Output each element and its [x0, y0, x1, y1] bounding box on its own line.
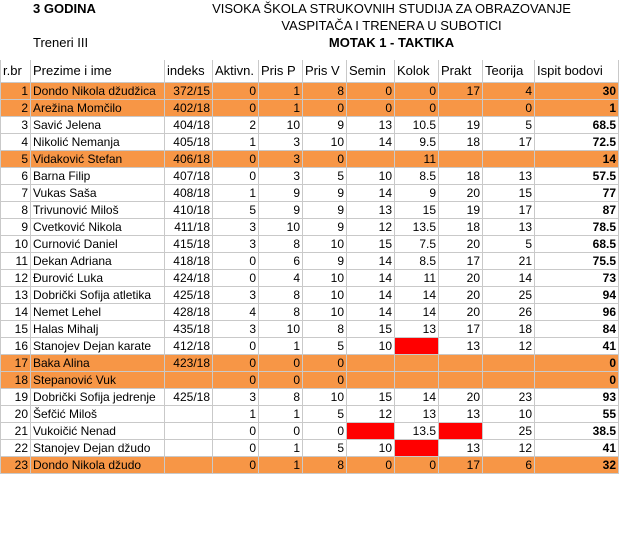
cell-pris-v[interactable]: 9 — [303, 219, 347, 236]
cell-aktivn[interactable]: 0 — [213, 355, 259, 372]
cell-pris-p[interactable]: 0 — [259, 355, 303, 372]
cell-pris-p[interactable]: 10 — [259, 321, 303, 338]
empty-cell[interactable] — [1, 18, 31, 35]
cell-indeks[interactable] — [165, 423, 213, 440]
cell-semin[interactable]: 15 — [347, 236, 395, 253]
cell-semin[interactable]: 10 — [347, 338, 395, 355]
cell-prakt[interactable]: 17 — [439, 253, 483, 270]
cell-indeks[interactable]: 407/18 — [165, 168, 213, 185]
cell-pris-v[interactable]: 10 — [303, 304, 347, 321]
cell-aktivn[interactable]: 1 — [213, 134, 259, 151]
cell-aktivn[interactable]: 4 — [213, 304, 259, 321]
cell-aktivn[interactable]: 1 — [213, 185, 259, 202]
cell-semin[interactable]: 0 — [347, 83, 395, 100]
col-header-ispit[interactable]: Ispit bodovi — [535, 60, 619, 83]
cell-indeks[interactable]: 423/18 — [165, 355, 213, 372]
cell-aktivn[interactable]: 3 — [213, 389, 259, 406]
cell-teorija[interactable]: 5 — [483, 236, 535, 253]
table-row — [1, 440, 619, 457]
cell-rbr[interactable]: 15 — [1, 321, 31, 338]
corner-cell[interactable] — [1, 1, 31, 18]
cell-teorija[interactable]: 13 — [483, 219, 535, 236]
cell-teorija[interactable] — [483, 355, 535, 372]
cell-pris-p[interactable]: 3 — [259, 134, 303, 151]
cell-rbr[interactable]: 23 — [1, 457, 31, 474]
cell-ispit-bodovi[interactable]: 68.5 — [535, 117, 619, 134]
cell-name[interactable]: Dekan Adriana — [31, 253, 165, 270]
cell-name[interactable]: Trivunović Miloš — [31, 202, 165, 219]
cell-kolok[interactable]: 7.5 — [395, 236, 439, 253]
cell-kolok[interactable]: 14 — [395, 389, 439, 406]
cell-indeks[interactable]: 415/18 — [165, 236, 213, 253]
cell-rbr[interactable]: 2 — [1, 100, 31, 117]
cell-teorija[interactable]: 13 — [483, 168, 535, 185]
group-label[interactable]: Treneri III — [33, 35, 89, 50]
table-row — [1, 219, 619, 236]
cell-prakt[interactable]: 19 — [439, 202, 483, 219]
cell-aktivn[interactable]: 0 — [213, 100, 259, 117]
cell-rbr[interactable]: 6 — [1, 168, 31, 185]
cell-pris-v[interactable]: 10 — [303, 134, 347, 151]
cell-rbr[interactable]: 13 — [1, 287, 31, 304]
cell-rbr[interactable]: 20 — [1, 406, 31, 423]
cell-prakt[interactable]: 20 — [439, 304, 483, 321]
cell-pris-v[interactable]: 8 — [303, 321, 347, 338]
cell-rbr[interactable]: 5 — [1, 151, 31, 168]
cell-aktivn[interactable]: 0 — [213, 423, 259, 440]
cell-ispit-bodovi[interactable]: 41 — [535, 440, 619, 457]
cell-name[interactable]: Cvetković Nikola — [31, 219, 165, 236]
cell-ispit-bodovi[interactable]: 0 — [535, 372, 619, 389]
cell-ispit-bodovi[interactable]: 73 — [535, 270, 619, 287]
cell-name[interactable]: Nikolić Nemanja — [31, 134, 165, 151]
school-name-line2[interactable]: VASPITAČA I TRENERA U SUBOTICI — [281, 18, 502, 33]
cell-semin[interactable] — [347, 355, 395, 372]
cell-ispit-bodovi[interactable]: 1 — [535, 100, 619, 117]
table-row — [1, 406, 619, 423]
table-row — [1, 321, 619, 338]
table-row — [1, 457, 619, 474]
cell-name[interactable]: Arežina Momčilo — [31, 100, 165, 117]
cell-kolok[interactable] — [395, 440, 439, 457]
cell-rbr[interactable]: 7 — [1, 185, 31, 202]
table-row — [1, 338, 619, 355]
cell-pris-v[interactable]: 10 — [303, 270, 347, 287]
table-row — [1, 100, 619, 117]
cell-name[interactable]: Stepanović Vuk — [31, 372, 165, 389]
cell-kolok[interactable]: 10.5 — [395, 117, 439, 134]
cell-kolok[interactable]: 0 — [395, 457, 439, 474]
cell-aktivn[interactable]: 3 — [213, 236, 259, 253]
cell-teorija[interactable]: 5 — [483, 117, 535, 134]
cell-teorija[interactable]: 25 — [483, 423, 535, 440]
table-row — [1, 423, 619, 440]
cell-name[interactable]: Dobrički Sofija jedrenje — [31, 389, 165, 406]
cell-pris-v[interactable]: 8 — [303, 83, 347, 100]
cell-name[interactable]: Dondo Nikola džudo — [31, 457, 165, 474]
blank-cell[interactable] — [31, 18, 165, 35]
cell-aktivn[interactable]: 5 — [213, 202, 259, 219]
cell-teorija[interactable] — [483, 151, 535, 168]
cell-indeks[interactable] — [165, 372, 213, 389]
cell-pris-p[interactable]: 10 — [259, 219, 303, 236]
table-row — [1, 287, 619, 304]
cell-rbr[interactable]: 1 — [1, 83, 31, 100]
cell-rbr[interactable]: 21 — [1, 423, 31, 440]
cell-kolok[interactable]: 13.5 — [395, 423, 439, 440]
cell-prakt[interactable]: 20 — [439, 185, 483, 202]
cell-name[interactable]: Curnović Daniel — [31, 236, 165, 253]
cell-kolok[interactable]: 11 — [395, 151, 439, 168]
table-row — [1, 151, 619, 168]
cell-rbr[interactable]: 19 — [1, 389, 31, 406]
cell-pris-v[interactable]: 0 — [303, 372, 347, 389]
cell-indeks[interactable]: 418/18 — [165, 253, 213, 270]
cell-aktivn[interactable]: 3 — [213, 287, 259, 304]
cell-ispit-bodovi[interactable]: 78.5 — [535, 219, 619, 236]
col-header-pris-p[interactable]: Pris P — [259, 60, 303, 83]
col-header-aktivn[interactable]: Aktivn. — [213, 60, 259, 83]
cell-pris-v[interactable]: 9 — [303, 202, 347, 219]
cell-prakt[interactable]: 17 — [439, 457, 483, 474]
table-row — [1, 185, 619, 202]
cell-indeks[interactable]: 412/18 — [165, 338, 213, 355]
cell-kolok[interactable]: 15 — [395, 202, 439, 219]
cell-pris-p[interactable]: 1 — [259, 338, 303, 355]
cell-indeks[interactable]: 405/18 — [165, 134, 213, 151]
cell-pris-p[interactable]: 1 — [259, 440, 303, 457]
table-row — [1, 168, 619, 185]
table-row — [1, 253, 619, 270]
col-header-kolok[interactable]: Kolok — [395, 60, 439, 83]
table-row — [1, 304, 619, 321]
cell-prakt[interactable]: 20 — [439, 236, 483, 253]
cell-teorija[interactable]: 4 — [483, 83, 535, 100]
table-row — [1, 83, 619, 100]
cell-ispit-bodovi[interactable]: 72.5 — [535, 134, 619, 151]
cell-kolok[interactable]: 14 — [395, 287, 439, 304]
cell-semin[interactable]: 10 — [347, 168, 395, 185]
cell-pris-v[interactable]: 10 — [303, 236, 347, 253]
cell-semin[interactable]: 12 — [347, 406, 395, 423]
cell-rbr[interactable]: 9 — [1, 219, 31, 236]
cell-kolok[interactable]: 13.5 — [395, 219, 439, 236]
course-title[interactable]: MOTAK 1 - TAKTIKA — [328, 35, 455, 50]
cell-teorija[interactable]: 17 — [483, 202, 535, 219]
cell-kolok[interactable] — [395, 338, 439, 355]
cell-ispit-bodovi[interactable]: 32 — [535, 457, 619, 474]
table-row — [1, 236, 619, 253]
cell-indeks[interactable]: 411/18 — [165, 219, 213, 236]
cell-prakt[interactable]: 19 — [439, 117, 483, 134]
cell-semin[interactable]: 15 — [347, 389, 395, 406]
spacer-row — [1, 52, 619, 60]
cell-rbr[interactable]: 22 — [1, 440, 31, 457]
cell-teorija[interactable]: 6 — [483, 457, 535, 474]
cell-semin[interactable]: 0 — [347, 457, 395, 474]
table-row — [1, 117, 619, 134]
cell-pris-v[interactable]: 9 — [303, 253, 347, 270]
cell-rbr[interactable]: 18 — [1, 372, 31, 389]
cell-name[interactable]: Vidaković Stefan — [31, 151, 165, 168]
cell-prakt[interactable]: 20 — [439, 270, 483, 287]
cell-kolok[interactable] — [395, 355, 439, 372]
cell-name[interactable]: Dondo Nikola džudžica — [31, 83, 165, 100]
col-header-teorija[interactable]: Teorija — [483, 60, 535, 83]
cell-pris-p[interactable]: 4 — [259, 270, 303, 287]
cell-kolok[interactable]: 0 — [395, 83, 439, 100]
cell-indeks[interactable]: 410/18 — [165, 202, 213, 219]
cell-teorija[interactable]: 10 — [483, 406, 535, 423]
cell-semin[interactable]: 14 — [347, 134, 395, 151]
cell-pris-v[interactable]: 5 — [303, 338, 347, 355]
cell-indeks[interactable]: 408/18 — [165, 185, 213, 202]
cell-indeks[interactable]: 402/18 — [165, 100, 213, 117]
cell-teorija[interactable]: 0 — [483, 100, 535, 117]
cell-prakt[interactable] — [439, 151, 483, 168]
cell-name[interactable]: Đurović Luka — [31, 270, 165, 287]
cell-semin[interactable]: 13 — [347, 117, 395, 134]
cell-ispit-bodovi[interactable]: 96 — [535, 304, 619, 321]
col-header-prakt[interactable]: Prakt — [439, 60, 483, 83]
cell-semin[interactable]: 10 — [347, 440, 395, 457]
cell-pris-v[interactable]: 5 — [303, 440, 347, 457]
table-row — [1, 134, 619, 151]
cell-name[interactable]: Stanojev Dejan džudo — [31, 440, 165, 457]
cell-semin[interactable] — [347, 423, 395, 440]
cell-pris-v[interactable]: 0 — [303, 100, 347, 117]
cell-prakt[interactable]: 20 — [439, 389, 483, 406]
cell-pris-v[interactable]: 0 — [303, 355, 347, 372]
cell-ispit-bodovi[interactable]: 75.5 — [535, 253, 619, 270]
table-row — [1, 389, 619, 406]
cell-pris-p[interactable]: 8 — [259, 389, 303, 406]
cell-name[interactable]: Barna Filip — [31, 168, 165, 185]
cell-teorija[interactable]: 25 — [483, 287, 535, 304]
cell-kolok[interactable]: 9 — [395, 185, 439, 202]
cell-rbr[interactable]: 12 — [1, 270, 31, 287]
cell-aktivn[interactable]: 0 — [213, 338, 259, 355]
cell-rbr[interactable]: 16 — [1, 338, 31, 355]
cell-prakt[interactable] — [439, 355, 483, 372]
table-row — [1, 202, 619, 219]
cell-name[interactable]: Nemet Lehel — [31, 304, 165, 321]
cell-kolok[interactable] — [395, 372, 439, 389]
cell-pris-v[interactable]: 10 — [303, 287, 347, 304]
cell-indeks[interactable]: 425/18 — [165, 389, 213, 406]
cell-ispit-bodovi[interactable]: 93 — [535, 389, 619, 406]
table-row — [1, 372, 619, 389]
cell-prakt[interactable]: 13 — [439, 406, 483, 423]
cell-semin[interactable]: 14 — [347, 304, 395, 321]
cell-indeks[interactable]: 424/18 — [165, 270, 213, 287]
cell-ispit-bodovi[interactable]: 38.5 — [535, 423, 619, 440]
cell-prakt[interactable]: 17 — [439, 321, 483, 338]
cell-pris-p[interactable]: 8 — [259, 287, 303, 304]
cell-aktivn[interactable]: 0 — [213, 83, 259, 100]
cell-semin[interactable]: 13 — [347, 202, 395, 219]
col-header-indeks[interactable]: indeks — [165, 60, 213, 83]
cell-aktivn[interactable]: 2 — [213, 117, 259, 134]
cell-semin[interactable]: 0 — [347, 100, 395, 117]
cell-rbr[interactable]: 8 — [1, 202, 31, 219]
cell-indeks[interactable]: 404/18 — [165, 117, 213, 134]
cell-prakt[interactable]: 13 — [439, 338, 483, 355]
cell-kolok[interactable]: 8.5 — [395, 168, 439, 185]
cell-pris-v[interactable]: 0 — [303, 423, 347, 440]
cell-indeks[interactable]: 406/18 — [165, 151, 213, 168]
cell-semin[interactable]: 14 — [347, 287, 395, 304]
cell-rbr[interactable]: 14 — [1, 304, 31, 321]
cell-aktivn[interactable]: 1 — [213, 406, 259, 423]
year-label[interactable]: 3 GODINA — [33, 1, 96, 16]
cell-semin[interactable]: 12 — [347, 219, 395, 236]
cell-ispit-bodovi[interactable]: 84 — [535, 321, 619, 338]
cell-prakt[interactable]: 17 — [439, 83, 483, 100]
cell-semin[interactable] — [347, 151, 395, 168]
cell-rbr[interactable]: 17 — [1, 355, 31, 372]
cell-aktivn[interactable]: 0 — [213, 372, 259, 389]
cell-name[interactable]: Dobrički Sofija atletika — [31, 287, 165, 304]
cell-prakt[interactable]: 18 — [439, 219, 483, 236]
cell-aktivn[interactable]: 0 — [213, 457, 259, 474]
cell-semin[interactable]: 14 — [347, 253, 395, 270]
cell-prakt[interactable]: 18 — [439, 134, 483, 151]
cell-rbr[interactable]: 4 — [1, 134, 31, 151]
cell-semin[interactable]: 14 — [347, 270, 395, 287]
cell-teorija[interactable]: 17 — [483, 134, 535, 151]
cell-pris-p[interactable]: 9 — [259, 202, 303, 219]
cell-ispit-bodovi[interactable]: 0 — [535, 355, 619, 372]
cell-ispit-bodovi[interactable]: 57.5 — [535, 168, 619, 185]
table-row — [1, 355, 619, 372]
cell-pris-p[interactable]: 1 — [259, 100, 303, 117]
school-name-line1[interactable]: VISOKA ŠKOLA STRUKOVNIH STUDIJA ZA OBRAZOVANJE — [212, 1, 571, 16]
cell-teorija[interactable]: 14 — [483, 270, 535, 287]
cell-semin[interactable]: 15 — [347, 321, 395, 338]
cell-pris-p[interactable]: 1 — [259, 83, 303, 100]
cell-name[interactable]: Savić Jelena — [31, 117, 165, 134]
cell-pris-p[interactable]: 6 — [259, 253, 303, 270]
cell-ispit-bodovi[interactable]: 14 — [535, 151, 619, 168]
cell-pris-p[interactable]: 3 — [259, 168, 303, 185]
cell-ispit-bodovi[interactable]: 94 — [535, 287, 619, 304]
cell-kolok[interactable]: 11 — [395, 270, 439, 287]
cell-pris-p[interactable]: 0 — [259, 423, 303, 440]
cell-ispit-bodovi[interactable]: 30 — [535, 83, 619, 100]
cell-pris-v[interactable]: 9 — [303, 117, 347, 134]
cell-indeks[interactable]: 435/18 — [165, 321, 213, 338]
cell-pris-v[interactable]: 5 — [303, 168, 347, 185]
cell-indeks[interactable]: 428/18 — [165, 304, 213, 321]
cell-pris-p[interactable]: 0 — [259, 372, 303, 389]
cell-teorija[interactable]: 12 — [483, 338, 535, 355]
cell-indeks[interactable] — [165, 440, 213, 457]
cell-name[interactable]: Baka Alina — [31, 355, 165, 372]
col-header-semin[interactable]: Semin — [347, 60, 395, 83]
cell-indeks[interactable] — [165, 406, 213, 423]
cell-teorija[interactable]: 12 — [483, 440, 535, 457]
col-header-pris-v[interactable]: Pris V — [303, 60, 347, 83]
cell-pris-p[interactable]: 1 — [259, 406, 303, 423]
cell-indeks[interactable]: 425/18 — [165, 287, 213, 304]
cell-pris-v[interactable]: 8 — [303, 457, 347, 474]
cell-pris-v[interactable]: 9 — [303, 185, 347, 202]
cell-prakt[interactable]: 13 — [439, 440, 483, 457]
cell-teorija[interactable]: 21 — [483, 253, 535, 270]
cell-ispit-bodovi[interactable]: 87 — [535, 202, 619, 219]
cell-ispit-bodovi[interactable]: 41 — [535, 338, 619, 355]
cell-prakt[interactable] — [439, 372, 483, 389]
cell-pris-v[interactable]: 10 — [303, 389, 347, 406]
cell-kolok[interactable]: 13 — [395, 321, 439, 338]
cell-name[interactable]: Stanojev Dejan karate — [31, 338, 165, 355]
cell-pris-p[interactable]: 8 — [259, 304, 303, 321]
cell-prakt[interactable]: 18 — [439, 168, 483, 185]
cell-teorija[interactable]: 23 — [483, 389, 535, 406]
cell-prakt[interactable]: 20 — [439, 287, 483, 304]
cell-kolok[interactable]: 0 — [395, 100, 439, 117]
cell-pris-p[interactable]: 8 — [259, 236, 303, 253]
cell-semin[interactable]: 14 — [347, 185, 395, 202]
col-header-name[interactable]: Prezime i ime — [31, 60, 165, 83]
cell-indeks[interactable] — [165, 457, 213, 474]
cell-rbr[interactable]: 3 — [1, 117, 31, 134]
cell-teorija[interactable]: 15 — [483, 185, 535, 202]
cell-ispit-bodovi[interactable]: 77 — [535, 185, 619, 202]
cell-ispit-bodovi[interactable]: 55 — [535, 406, 619, 423]
cell-teorija[interactable]: 26 — [483, 304, 535, 321]
cell-prakt[interactable] — [439, 100, 483, 117]
cell-rbr[interactable]: 10 — [1, 236, 31, 253]
cell-ispit-bodovi[interactable]: 68.5 — [535, 236, 619, 253]
cell-name[interactable]: Halas Mihalj — [31, 321, 165, 338]
cell-aktivn[interactable]: 3 — [213, 321, 259, 338]
table-row — [1, 270, 619, 287]
cell-rbr[interactable]: 11 — [1, 253, 31, 270]
cell-teorija[interactable] — [483, 372, 535, 389]
cell-pris-p[interactable]: 3 — [259, 151, 303, 168]
cell-kolok[interactable]: 13 — [395, 406, 439, 423]
cell-indeks[interactable]: 372/15 — [165, 83, 213, 100]
cell-aktivn[interactable]: 0 — [213, 151, 259, 168]
cell-pris-v[interactable]: 5 — [303, 406, 347, 423]
cell-teorija[interactable]: 18 — [483, 321, 535, 338]
cell-name[interactable]: Vukoičić Nenad — [31, 423, 165, 440]
cell-pris-p[interactable]: 10 — [259, 117, 303, 134]
cell-kolok[interactable]: 8.5 — [395, 253, 439, 270]
cell-prakt[interactable] — [439, 423, 483, 440]
cell-pris-p[interactable]: 1 — [259, 457, 303, 474]
cell-aktivn[interactable]: 0 — [213, 270, 259, 287]
cell-kolok[interactable]: 9.5 — [395, 134, 439, 151]
cell-name[interactable]: Vukas Saša — [31, 185, 165, 202]
col-header-rbr[interactable]: r.br — [1, 60, 31, 83]
cell-aktivn[interactable]: 0 — [213, 253, 259, 270]
cell-kolok[interactable]: 14 — [395, 304, 439, 321]
empty-cell[interactable] — [1, 35, 31, 52]
cell-aktivn[interactable]: 3 — [213, 219, 259, 236]
cell-semin[interactable] — [347, 372, 395, 389]
cell-aktivn[interactable]: 0 — [213, 168, 259, 185]
cell-pris-v[interactable]: 0 — [303, 151, 347, 168]
cell-aktivn[interactable]: 0 — [213, 440, 259, 457]
cell-name[interactable]: Šefčić Miloš — [31, 406, 165, 423]
cell-pris-p[interactable]: 9 — [259, 185, 303, 202]
